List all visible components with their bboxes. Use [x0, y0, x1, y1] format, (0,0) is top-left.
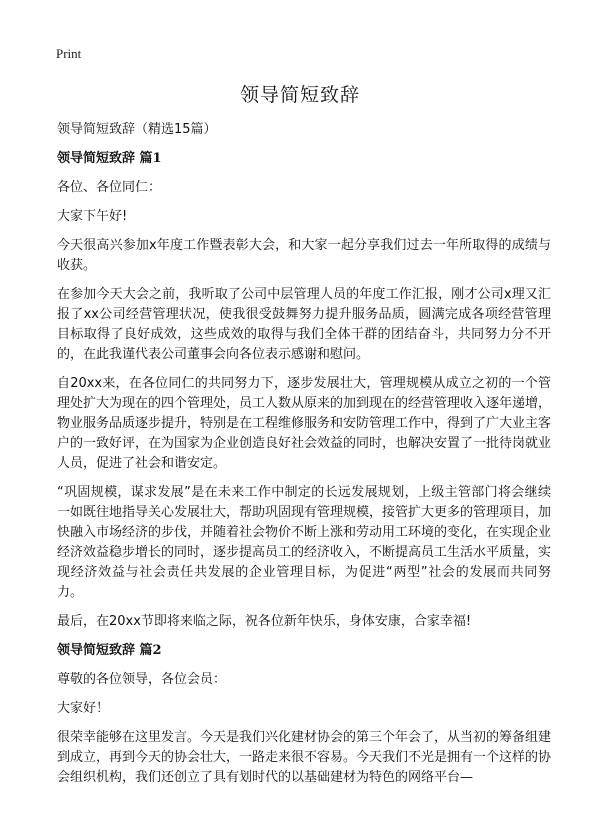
- document-title: 领导简短致辞: [239, 84, 360, 106]
- section-heading: 领导简短致辞 篇1: [57, 151, 162, 166]
- paragraph: 大家好！: [57, 701, 110, 716]
- paragraph: 各位、各位同仁：: [57, 180, 162, 195]
- paragraph: 很荣幸能够在这里发言。今天是我们兴化建材协会的第三个年会了，从当初的筹备组建到成立，再到今天的协会壮大，一路走来很不容易。今天我们不光是拥有一个这样的协会组织机构，我们还创立了具有划时代的以基础建材为特色的网络平台—: [57, 730, 552, 785]
- paragraph: “巩固规模，谋求发展”是在未来工作中制定的长远发展规划，上级主管部门将会继续一如既往地指导关心发展壮大，帮助巩固现有管理规模，接管扩大更多的管理项目，加快融入市场经济的步伐，并随着社会物价不断上涨和劳动用工环境的变化，在实现企业经济效益稳步增长的同时，逐步提高员工的经济收入，不断提高员工生活水平质量，实现经济效益与社会责任共发展的企业管理目标，为促进“两型”社会的发展而共同努力。: [57, 485, 552, 600]
- paragraph: 大家下午好!: [57, 209, 128, 224]
- document-body: [57, 120, 551, 797]
- paragraph: 最后，在20xx节即将来临之际，祝各位新年快乐，身体安康，合家幸福!: [57, 614, 472, 629]
- paragraph: 在参加今天大会之前，我听取了公司中层管理人员的年度工作汇报，刚才公司x理又汇报了xx公司经营管理状况，使我很受鼓舞努力提升服务品质，圆满完成各项经营管理目标取得了良好成效，这些成效的取得与我们全体干群的团结奋斗，共同努力分不开的，在此我谨代表公司董事会向各位表示感谢和慰问。: [57, 287, 551, 362]
- paragraph: 尊敬的各位领导，各位会员：: [57, 672, 227, 687]
- section-heading: 领导简短致辞 篇2: [57, 643, 162, 658]
- document-subtitle: 领导简短致辞（精选15篇）: [57, 122, 217, 137]
- print-link[interactable]: Print: [56, 46, 82, 61]
- paragraph: 自20xx来，在各位同仁的共同努力下，逐步发展壮大，管理规模从成立之初的一个管理处扩大为现在的四个管理处，员工人数从原来的加到现在的经营管理收入逐年递增，物业服务品质逐步提升，特别是在工程维修服务和安防管理工作中，得到了广大业主客户的一致好评，在为国家为企业创造良好社会效益的同时，也解决安置了一批待岗就业人员，促进了社会和谐安定。: [57, 376, 552, 471]
- paragraph: 今天很高兴参加x年度工作暨表彰大会，和大家一起分享我们过去一年所取得的成绩与收获。: [57, 238, 551, 273]
